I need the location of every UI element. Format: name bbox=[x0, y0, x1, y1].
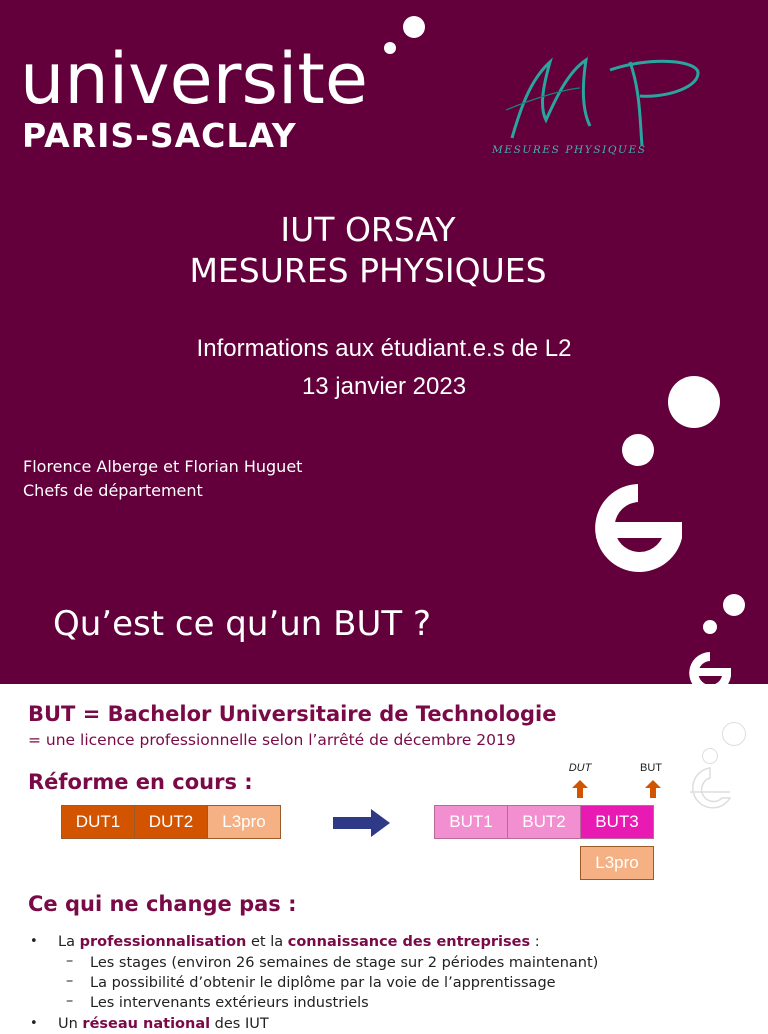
title-line-1: IUT ORSAY bbox=[280, 210, 456, 249]
new-box-but2: BUT2 bbox=[507, 805, 581, 839]
but-definition-subtitle: = une licence professionnelle selon l’arrêté de décembre 2019 bbox=[28, 731, 516, 749]
decor-e-glyph bbox=[590, 462, 690, 576]
logo-dot-small bbox=[384, 42, 396, 54]
header-dot-large bbox=[723, 594, 745, 616]
old-box-dut2: DUT2 bbox=[134, 805, 208, 839]
dut-marker-label: DUT bbox=[568, 762, 592, 774]
item-reseau-national: Un réseau national des IUT bbox=[58, 1016, 269, 1032]
new-box-but1: BUT1 bbox=[434, 805, 508, 839]
old-box-dut1: DUT1 bbox=[61, 805, 135, 839]
dash-3: – bbox=[66, 993, 74, 1009]
dash-2: – bbox=[66, 973, 74, 989]
authors-role: Chefs de département bbox=[23, 481, 203, 500]
subitem-stages: Les stages (environ 26 semaines de stage sur 2 périodes maintenant) bbox=[90, 955, 599, 971]
slide2-header bbox=[0, 576, 768, 684]
reform-heading: Réforme en cours : bbox=[28, 770, 253, 794]
subitem-apprentissage: La possibilité d’obtenir le diplôme par la voie de l’apprentissage bbox=[90, 975, 556, 991]
bullet-2: • bbox=[30, 1016, 38, 1031]
universite-logo-text: universite bbox=[20, 38, 368, 120]
new-box-but3: BUT3 bbox=[580, 805, 654, 839]
dash-1: – bbox=[66, 953, 74, 969]
presentation-date: 13 janvier 2023 bbox=[301, 373, 467, 400]
title-line-2: MESURES PHYSIQUES bbox=[189, 251, 547, 290]
dut-marker-arrow bbox=[572, 780, 588, 798]
authors: Florence Alberge et Florian Huguet bbox=[23, 457, 303, 476]
faint-decor bbox=[688, 718, 748, 818]
paris-saclay-logo-text: PARIS-SACLAY bbox=[22, 116, 297, 155]
decor-dot-large bbox=[668, 376, 720, 428]
slide2-title: Qu’est ce qu’un BUT ? bbox=[53, 604, 431, 644]
unchanged-heading: Ce qui ne change pas : bbox=[28, 892, 297, 916]
mp-logo-caption: MESURES PHYSIQUES bbox=[492, 144, 647, 156]
old-box-l3pro: L3pro bbox=[207, 805, 281, 839]
bullet-1: • bbox=[30, 934, 38, 949]
transition-arrow bbox=[333, 808, 391, 838]
subtitle: Informations aux étudiant.e.s de L2 bbox=[196, 335, 572, 362]
but-definition-heading: BUT = Bachelor Universitaire de Technologie bbox=[28, 702, 557, 726]
header-dot-small bbox=[703, 620, 717, 634]
slide2-body bbox=[0, 684, 768, 1032]
but-marker-arrow bbox=[645, 780, 661, 798]
item-professionalisation: La professionnalisation et la connaissance des entreprises : bbox=[58, 934, 540, 950]
logo-dot-large bbox=[403, 16, 425, 38]
but-marker-label: BUT bbox=[640, 762, 662, 774]
header-e-glyph bbox=[686, 646, 734, 684]
subitem-intervenants: Les intervenants extérieurs industriels bbox=[90, 995, 369, 1011]
new-box-l3pro: L3pro bbox=[580, 846, 654, 880]
